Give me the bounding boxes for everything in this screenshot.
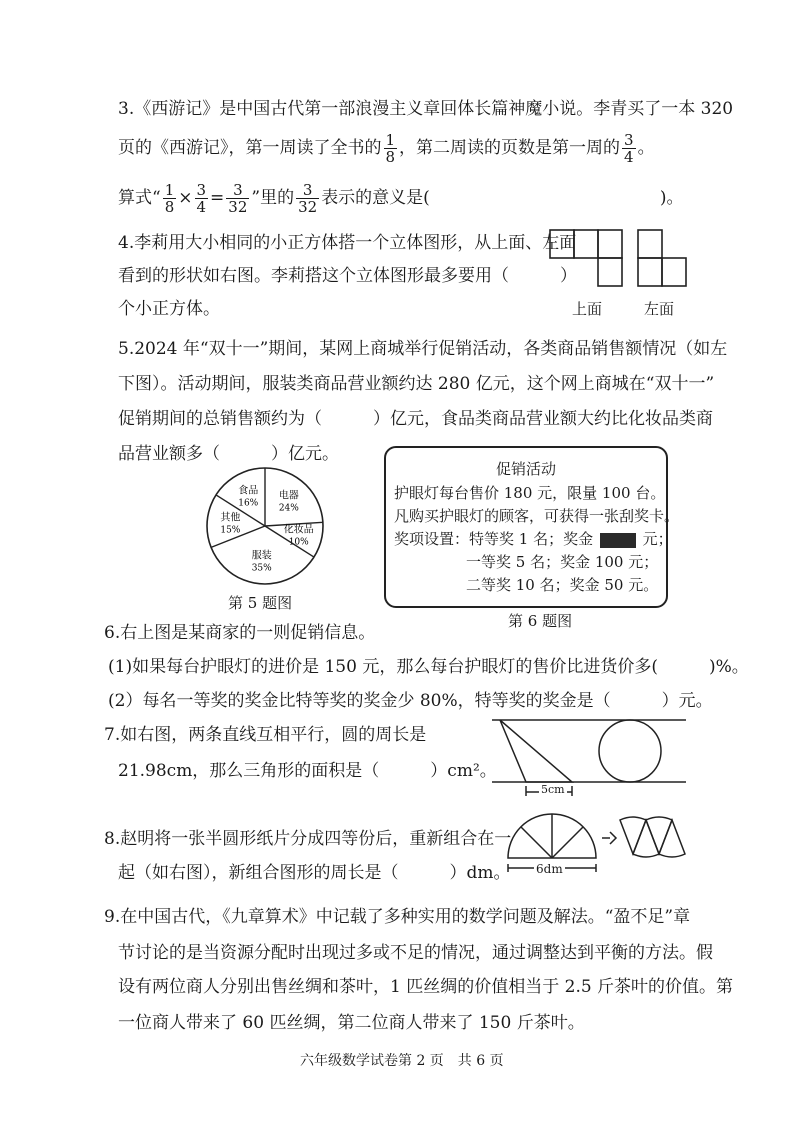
q3-line3-text-c: 表示的意义是( xyxy=(321,188,430,208)
q5-line3: 促销期间的总销售额约为（ ）亿元，食品类商品营业额大约比化妆品类商 xyxy=(118,409,713,429)
promo-line-grand-prize: 奖项设置：特等奖 1 名；奖金 元； xyxy=(394,530,673,548)
fraction-1-8: $\frac{1}{8}$ xyxy=(385,131,396,166)
q3-line2 xyxy=(118,132,655,165)
pie-value-服装: 35% xyxy=(251,563,272,574)
left-view-label: 左面 xyxy=(644,300,675,318)
q3-line3 xyxy=(118,182,683,215)
pie-value-食品: 16% xyxy=(238,498,259,509)
q7-dimension-label: 5cm xyxy=(541,783,565,796)
q3-line2-text-c: 。 xyxy=(637,138,655,158)
q3-line3-text-d: )。 xyxy=(659,188,684,208)
promotion-box xyxy=(384,446,680,608)
q3-line3-text-a: 算式“ xyxy=(118,188,161,208)
promo-title: 促销活动 xyxy=(496,460,557,478)
page-footer: 六年级数学试卷第 2 页 共 6 页 xyxy=(300,1053,504,1069)
meaning-fraction-3-32: $\frac{3}{32}$ xyxy=(298,181,318,216)
promo-line-price: 护眼灯每台售价 180 元，限量 100 台。 xyxy=(394,484,666,502)
pie-value-化妆品: 10% xyxy=(288,537,309,548)
q7-line2: 21.98cm，那么三角形的面积是（ ）cm²。 xyxy=(118,761,497,781)
q6-line1: 6.右上图是某商家的一则促销信息。 xyxy=(104,623,376,643)
q9-line2: 节讨论的是当资源分配时出现过多或不足的情况，通过调整达到平衡的方法。假 xyxy=(118,943,713,963)
top-view-label: 上面 xyxy=(572,300,603,318)
pie-label-化妆品: 化妆品 xyxy=(283,524,314,536)
pie-value-电器: 24% xyxy=(278,503,299,514)
q4-line3: 个小正方体。 xyxy=(118,299,220,319)
equals-sign: = xyxy=(210,188,225,208)
q4-line2: 看到的形状如右图。李莉搭这个立体图形最多要用（ ） xyxy=(118,266,577,286)
fraction-3-4: $\frac{3}{4}$ xyxy=(624,131,634,166)
formula-fraction-3-32: $\frac{3}{32}$ xyxy=(228,181,248,216)
pie-value-其他: 15% xyxy=(220,525,241,536)
q5-line4: 品营业额多（ ）亿元。 xyxy=(118,444,339,464)
q8-dimension-label: 6dm xyxy=(536,862,563,876)
q6-figure-caption: 第 6 题图 xyxy=(508,612,573,630)
q6-line3: (2）每名一等奖的奖金比特等奖的奖金少 80%，特等奖的奖金是（ ）元。 xyxy=(108,691,713,711)
formula-fraction-3-4: $\frac{3}{4}$ xyxy=(196,181,207,216)
q3-line2-text-b: ，第二周读的页数是第一周的 xyxy=(399,138,621,158)
formula-fraction-1-8: $\frac{1}{8}$ xyxy=(164,181,175,216)
q8-line2: 起（如右图），新组合图形的周长是（ ）dm。 xyxy=(118,863,511,883)
scratched-out-amount xyxy=(600,533,636,548)
q9-line3: 设有两位商人分别出售丝绸和茶叶，1 匹丝绸的价值相当于 2.5 斤茶叶的价值。第 xyxy=(118,977,734,997)
q3-line2-text-a: 页的《西游记》，第一周读了全书的 xyxy=(118,138,382,158)
left-view-figure xyxy=(636,228,690,290)
q5-line1: 5.2024 年“双十一”期间，某网上商城举行促销活动，各类商品销售额情况（如左 xyxy=(118,339,728,359)
q3-line3-text-b: ”里的 xyxy=(251,188,295,208)
q7-line1: 7.如右图，两条直线互相平行，圆的周长是 xyxy=(104,725,427,745)
q8-line1: 8.赵明将一张半圆形纸片分成四等份后，重新组合在一 xyxy=(104,829,512,849)
promo-line-scratch: 凡购买护眼灯的顾客，可获得一张刮奖卡。 xyxy=(394,507,680,525)
q3-line1: 3.《西游记》是中国古代第一部浪漫主义章回体长篇神魔小说。李青买了一本 320 xyxy=(118,99,734,119)
q9-line1: 9.在中国古代，《九章算术》中记载了多种实用的数学问题及解法。“盈不足”章 xyxy=(104,907,691,927)
pie-label-电器: 电器 xyxy=(278,490,299,502)
q4-line1: 4.李莉用大小相同的小正方体搭一个立体图形，从上面、左面 xyxy=(118,233,577,253)
promo-line-first-prize: 一等奖 5 名；奖金 100 元； xyxy=(466,553,659,571)
times-sign: × xyxy=(178,188,193,208)
top-view-figure xyxy=(548,228,626,290)
q9-line4: 一位商人带来了 60 匹丝绸，第二位商人带来了 150 斤茶叶。 xyxy=(118,1013,585,1033)
q5-figure-caption: 第 5 题图 xyxy=(228,594,293,612)
parallel-lines-triangle-circle-figure xyxy=(490,712,690,798)
q5-line2: 下图）。活动期间，服装类商品营业额约达 280 亿元，这个网上商城在“双十一” xyxy=(118,374,715,394)
promo-line-second-prize: 二等奖 10 名；奖金 50 元。 xyxy=(466,576,659,594)
pie-label-食品: 食品 xyxy=(238,485,259,497)
q6-line2: (1)如果每台护眼灯的进价是 150 元，那么每台护眼灯的售价比进货价多( )%。 xyxy=(108,657,749,677)
pie-label-服装: 服装 xyxy=(251,550,272,562)
sales-pie-chart xyxy=(200,464,330,588)
pie-label-其他: 其他 xyxy=(220,512,241,524)
